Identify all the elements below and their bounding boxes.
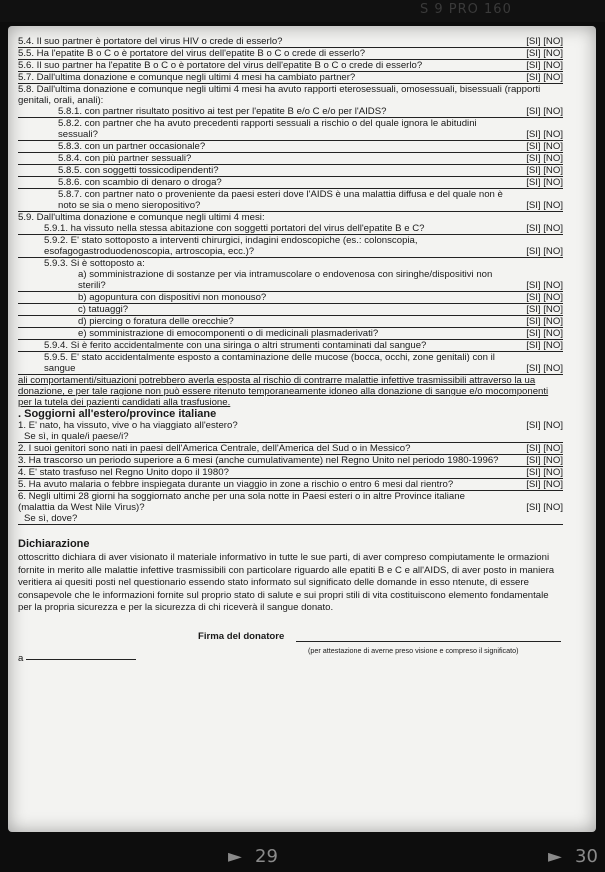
declaration-title: Dichiarazione xyxy=(18,538,90,550)
question-5-9-2: 5.9.2. E' stato sottoposto a interventi chirurgici, indagini endoscopiche (es.: colonscopia, esofagogastroduodenoscopia, artroscopia, ecc.)? [SI] [NO] xyxy=(18,235,563,258)
question-5-9-1: 5.9.1. ha vissuto nella stessa abitazione con soggetti portatori del virus dell'epatite B e C? [SI] [NO] xyxy=(18,223,563,235)
declaration-text: ottoscritto dichiara di aver visionato il materiale informativo in tutte le sue parti, di aver compreso compiutamente le ormazioni fornite in merito alle malattie infettive trasmissibili con particolare riguardo alle epatiti B e C e all'AIDS, di aver posto in maniera veritiera ai quesiti posti nel questionario essendo stato informato sul significato delle domande in esso ntenute, di essere consapevole che le informazioni fornite sul proprio stato di salute e sui propri stili di vita costituiscono elemento fondamentale per la propria sicurezza e per la sicurezza di chi riceverà il sangue donato. xyxy=(18,552,555,613)
question-6-1: 1. E' nato, ha vissuto, vive o ha viaggiato all'estero? [SI] [NO] xyxy=(18,420,563,431)
date-prefix: a xyxy=(18,652,24,664)
signature-note: (per attestazione di averne preso visione e compreso il significato) xyxy=(308,645,519,655)
question-6-3: 3. Ha trascorso un periodo superiore a 6 mesi (anche cumulativamente) nel Regno Unito nel periodo 1980-1996? [SI] [NO] xyxy=(18,455,563,466)
question-5-6: 5.6. Il suo partner ha l'epatite B o C o è portatore del virus dell'epatite B o C o crede di esserlo? [SI] [NO] xyxy=(18,60,563,71)
question-6-6-detail: Se sì, dove? xyxy=(18,513,563,525)
frame-arrow-left: ► xyxy=(228,846,242,867)
question-5-7: 5.7. Dall'ultima donazione e comunque negli ultimi 4 mesi ha cambiato partner? [SI] [NO] xyxy=(18,72,563,83)
film-edge-label: S 9 PRO 160 xyxy=(420,2,512,17)
question-5-4: 5.4. Il suo partner è portatore del virus HIV o crede di esserlo? [SI] [NO] xyxy=(18,36,563,47)
signature-line[interactable] xyxy=(296,641,561,642)
question-5-9: 5.9. Dall'ultima donazione e comunque negli ultimi 4 mesi: xyxy=(18,212,265,223)
question-5-9-3: 5.9.3. Si è sottoposto a: xyxy=(44,258,145,269)
film-top-border xyxy=(0,0,605,22)
date-line[interactable] xyxy=(26,659,136,660)
film-bottom-border xyxy=(0,836,605,872)
question-6-6: 6. Negli ultimi 28 giorni ha soggiornato anche per una sola notte in Paesi esteri o in altre Province italiane (malattia da West Nile Virus)? [SI] [NO] xyxy=(18,491,563,513)
question-5-9-5: 5.9.5. E' stato accidentalmente esposto a contaminazione delle mucose (bocca, occhi, zone genitali) con il sangue [SI] [NO] xyxy=(18,352,563,375)
signature-area xyxy=(18,631,563,681)
question-6-1-detail: Se sì, in quale/i paese/i? xyxy=(18,431,563,443)
risk-warning: ali comportamenti/situazioni potrebbero averla esposta al rischio di contrarre malattie infettive trasmissibili attraverso la ua donazione, e per tale ragione non può essere ritenuto temporaneamente idoneo alla donazione di sangue e/o mocomponenti per la tutela dei pazienti candidati alla trasfusione. xyxy=(18,375,549,408)
questionnaire-page xyxy=(8,26,596,832)
question-5-9-3-b: b) agopuntura con dispositivi non monouso? [SI] [NO] xyxy=(18,292,563,304)
question-5-8: 5.8. Dall'ultima donazione e comunque negli ultimi 4 mesi ha avuto rapporti eterosessuali, omosessuali, bisessuali (rapporti genitali, orali, anali): xyxy=(18,84,541,106)
question-5-8-5: 5.8.5. con soggetti tossicodipendenti? [SI] [NO] xyxy=(18,165,563,177)
question-5-9-3-c: c) tatuaggi? [SI] [NO] xyxy=(18,304,563,316)
question-5-8-6: 5.8.6. con scambio di denaro o droga? [SI] [NO] xyxy=(18,177,563,189)
question-5-9-3-e: e) somministrazione di emocomponenti o di medicinali plasmaderivati? [SI] [NO] xyxy=(18,328,563,340)
question-5-8-4: 5.8.4. con più partner sessuali? [SI] [NO] xyxy=(18,153,563,165)
question-5-5: 5.5. Ha l'epatite B o C o è portatore del virus dell'epatite B o C o crede di esserlo? [SI] [NO] xyxy=(18,48,563,59)
signature-label: Firma del donatore xyxy=(198,630,285,642)
question-5-9-3-a: a) somministrazione di sostanze per via intramuscolare o endovenosa con siringhe/dispositivi non sterili? [SI] [NO] xyxy=(18,269,563,292)
question-5-9-3-d: d) piercing o foratura delle orecchie? [SI] [NO] xyxy=(18,316,563,328)
question-5-8-3: 5.8.3. con un partner occasionale? [SI] [NO] xyxy=(18,141,563,153)
questionnaire-content xyxy=(18,36,563,681)
question-5-9-4: 5.9.4. Si è ferito accidentalmente con una siringa o altri strumenti contaminati dal sangue? [SI] [NO] xyxy=(18,340,563,352)
frame-number-left: 29 xyxy=(255,846,278,867)
question-5-8-7: 5.8.7. con partner nato o proveniente da paesi esteri dove l'AIDS è una malattia diffusa e del quale non è noto se sia o meno sieropositivo? [SI] [NO] xyxy=(18,189,563,212)
question-6-4: 4. E' stato trasfuso nel Regno Unito dopo il 1980? [SI] [NO] xyxy=(18,467,563,478)
question-6-5: 5. Ha avuto malaria o febbre inspiegata durante un viaggio in zone a rischio o entro 6 mesi dal rientro? [SI] [NO] xyxy=(18,479,563,490)
frame-number-right: 30 xyxy=(575,846,598,867)
question-6-2: 2. I suoi genitori sono nati in paesi dell'America Centrale, dell'America del Sud o in Messico? [SI] [NO] xyxy=(18,443,563,454)
frame-arrow-right: ► xyxy=(548,846,562,867)
section-6-title: . Soggiorni all'estero/province italiane xyxy=(18,408,217,420)
question-5-8-1: 5.8.1. con partner risultato positivo ai test per l'epatite B e/o C e/o per l'AIDS? [SI] [NO] xyxy=(18,106,563,118)
question-5-8-2: 5.8.2. con partner che ha avuto precedenti rapporti sessuali a rischio o del quale ignora le abitudini sessuali? [SI] [NO] xyxy=(18,118,563,141)
